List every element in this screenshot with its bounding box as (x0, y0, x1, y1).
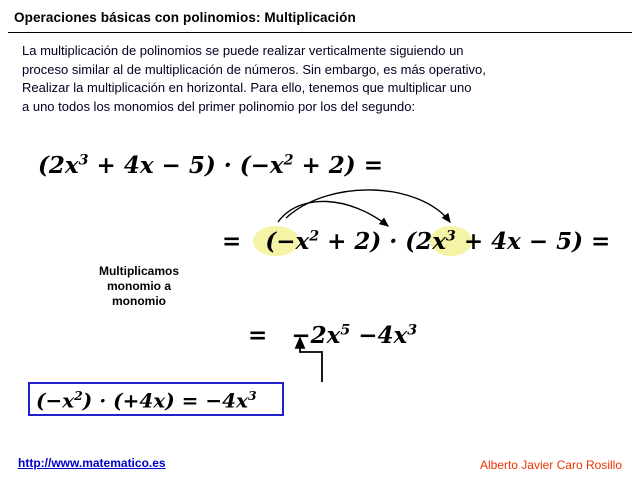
eq3-exponent-1: 5 (340, 322, 351, 339)
eq2-exponent-a: 2 (309, 228, 320, 245)
note-line-1: Multiplicamos (98, 264, 179, 278)
eq4-left: (−x (36, 388, 75, 413)
equation-line-3 (248, 322, 417, 349)
eq4-exponent-left: 2 (74, 388, 83, 403)
eq3-term-1: −2x (291, 322, 341, 349)
equation-line-1 (38, 152, 383, 179)
boxed-equation (36, 388, 257, 413)
note-multiplicamos (74, 264, 204, 309)
eq2-equals: = (222, 228, 242, 255)
footer-link[interactable]: http://www.matematico.es (18, 456, 166, 470)
arrow-to-4x-icon (286, 190, 450, 222)
eq2-exponent-b: 3 (445, 228, 456, 245)
paragraph-line-4: a uno todos los monomios del primer polinomio por los del segundo: (22, 98, 416, 114)
eq2-part-a: (−x (265, 228, 310, 255)
paragraph-line-3: Realizar la multiplicación en horizontal. Para ello, tenemos que multiplicar uno (22, 80, 472, 95)
eq1-mid: + 4x − 5) · (−x (88, 152, 284, 179)
paragraph-line-2: proceso similar al de multiplicación de números. Sin embargo, es más operativo, (22, 61, 486, 77)
body-paragraph (22, 42, 622, 116)
arrow-to-2x3-icon (278, 201, 388, 226)
note-line-3: monomio (112, 294, 166, 308)
eq1-open: (2x (38, 152, 79, 179)
eq1-exponent-2: 2 (283, 152, 294, 169)
eq2-part-b: + 2) · (2x (319, 228, 446, 255)
eq4-exponent-right: 3 (247, 388, 257, 403)
eq2-part-c: + 4x − 5) = (455, 228, 611, 255)
eq3-term-2: −4x (358, 322, 408, 349)
eq3-equals: = (248, 322, 268, 349)
eq1-exponent-1: 3 (78, 152, 89, 169)
eq4-mid: ) · (+4x) = −4x (82, 388, 248, 413)
equation-line-2 (222, 228, 610, 255)
page-title: Operaciones básicas con polinomios: Multiplicación (14, 10, 356, 25)
paragraph-line-1: La multiplicación de polinomios se puede realizar verticalmente siguiendo un (22, 43, 464, 58)
eq1-end: + 2) = (293, 152, 383, 179)
eq3-exponent-2: 3 (407, 322, 418, 339)
footer-author: Alberto Javier Caro Rosillo (479, 458, 622, 472)
note-line-2: monomio a (106, 279, 171, 293)
